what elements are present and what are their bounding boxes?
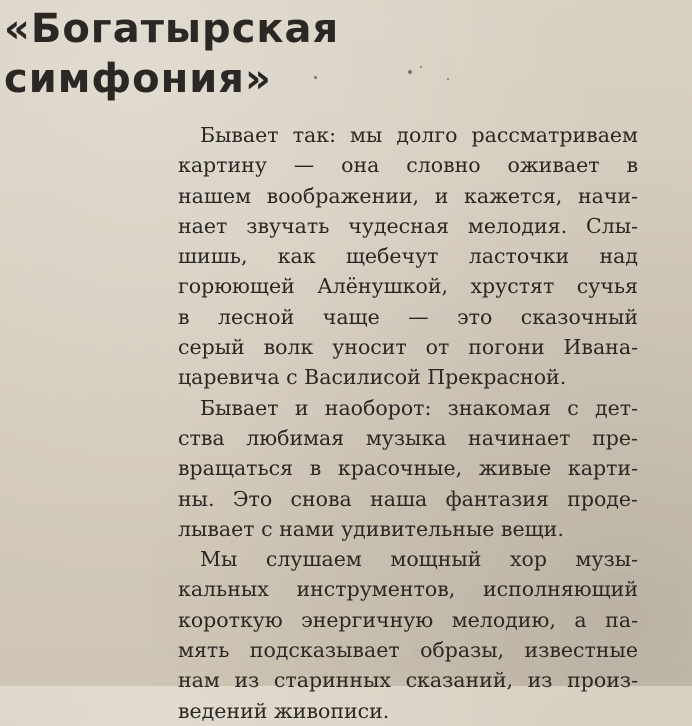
text-line: ны. Это снова наша фантазия проде-: [178, 486, 638, 511]
text-line: мять подсказывает образы, известные: [178, 638, 638, 663]
text-line: царевича с Василисой Прекрасной.: [178, 365, 567, 390]
text-line: вращаться в красочные, живые карти-: [178, 456, 638, 481]
text-line: нашем воображении, и кажется, начи-: [178, 183, 638, 208]
print-speck: [314, 76, 317, 79]
text-line: Бывает так: мы долго рассматриваем: [200, 123, 638, 147]
text-line: горюющей Алёнушкой, хрустят сучья: [178, 274, 638, 299]
text-line: картину — она словно оживает в: [178, 153, 638, 178]
text-line: серый волк уносит от погони Ивана-: [178, 335, 638, 360]
article-headline: [4, 4, 339, 104]
print-speck: [408, 70, 412, 74]
article-body: [178, 120, 638, 726]
text-line: ведений живописи.: [178, 698, 390, 723]
text-line: лывает с нами удивительные вещи.: [178, 516, 564, 541]
article-paragraph-3: [178, 544, 638, 726]
text-line: ства любимая музыка начинает пре-: [178, 425, 638, 450]
text-line: Бывает и наоборот: знакомая с дет-: [200, 395, 638, 420]
text-line: короткую энергичную мелодию, а па-: [178, 607, 638, 632]
article-paragraph-1: [178, 120, 638, 393]
article-paragraph-2: [178, 393, 638, 544]
text-line: в лесной чаще — это сказочный: [178, 304, 638, 329]
text-line: нам из старинных сказаний, из произ-: [178, 668, 638, 693]
print-speck: [420, 66, 422, 68]
headline-line-2: симфония»: [4, 56, 272, 102]
text-line: Мы слушаем мощный хор музы-: [200, 547, 638, 572]
text-line: нает звучать чудесная мелодия. Слы-: [178, 213, 638, 238]
headline-line-1: «Богатырская: [4, 6, 340, 52]
text-line: кальных инструментов, исполняющий: [178, 577, 638, 602]
text-line: шишь, как щебечут ласточки над: [178, 244, 638, 269]
print-speck: [447, 78, 449, 80]
